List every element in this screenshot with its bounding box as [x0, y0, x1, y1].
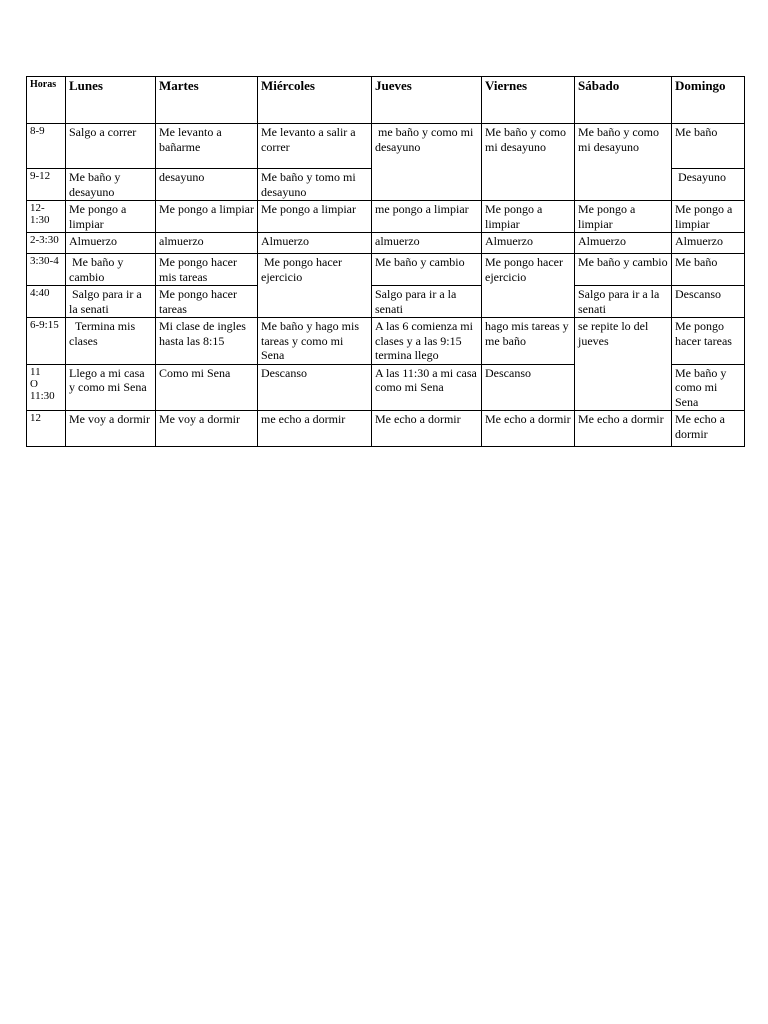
time-cell: 12	[27, 411, 66, 447]
table-row	[27, 286, 745, 318]
cell-viernes: Me baño y como mi desayuno	[482, 124, 575, 201]
cell-lunes: Termina mis clases	[66, 318, 156, 365]
header-row	[27, 77, 745, 124]
cell-lunes: Me voy a dormir	[66, 411, 156, 447]
cell-domingo: Almuerzo	[672, 233, 745, 254]
cell-miercoles: Me baño y hago mis tareas y como mi Sena	[258, 318, 372, 365]
header-sabado: Sábado	[575, 77, 672, 124]
cell-miercoles: me echo a dormir	[258, 411, 372, 447]
time-cell: 4:40	[27, 286, 66, 318]
cell-martes: Como mi Sena	[156, 364, 258, 411]
table-row	[27, 233, 745, 254]
time-cell: 8-9	[27, 124, 66, 169]
cell-miercoles: Me baño y tomo mi desayuno	[258, 169, 372, 201]
cell-miercoles: Me pongo a limpiar	[258, 201, 372, 233]
cell-sabado: Me baño y cambio	[575, 254, 672, 286]
cell-jueves: A las 6 comienza mi clases y a las 9:15 termina llego	[372, 318, 482, 365]
time-cell: 2-3:30	[27, 233, 66, 254]
cell-domingo: Me pongo hacer tareas	[672, 318, 745, 365]
cell-sabado: Salgo para ir a la senati	[575, 286, 672, 318]
cell-lunes: Almuerzo	[66, 233, 156, 254]
cell-sabado: Me echo a dormir	[575, 411, 672, 447]
cell-lunes: Salgo para ir a la senati	[66, 286, 156, 318]
time-cell: 12-1:30	[27, 201, 66, 233]
cell-domingo: Me baño y como mi Sena	[672, 364, 745, 411]
cell-miercoles: Descanso	[258, 364, 372, 411]
time-cell: 11 O 11:30	[27, 364, 66, 411]
time-cell: 6-9:15	[27, 318, 66, 365]
cell-martes: Me levanto a bañarme	[156, 124, 258, 169]
cell-sabado: Almuerzo	[575, 233, 672, 254]
header-viernes: Viernes	[482, 77, 575, 124]
cell-jueves: me baño y como mi desayuno	[372, 124, 482, 201]
cell-martes: Mi clase de ingles hasta las 8:15	[156, 318, 258, 365]
header-domingo: Domingo	[672, 77, 745, 124]
cell-domingo: Descanso	[672, 286, 745, 318]
cell-sabado: Me pongo a limpiar	[575, 201, 672, 233]
header-martes: Martes	[156, 77, 258, 124]
cell-miercoles: Me levanto a salir a correr	[258, 124, 372, 169]
cell-miercoles: Almuerzo	[258, 233, 372, 254]
cell-viernes: Me echo a dormir	[482, 411, 575, 447]
cell-martes: Me voy a dormir	[156, 411, 258, 447]
cell-sabado: Me baño y como mi desayuno	[575, 124, 672, 201]
cell-lunes: Me baño y desayuno	[66, 169, 156, 201]
cell-lunes: Me baño y cambio	[66, 254, 156, 286]
cell-domingo: Me baño	[672, 124, 745, 169]
header-hours: Horas	[27, 77, 66, 124]
time-cell: 9-12	[27, 169, 66, 201]
cell-viernes: Me pongo a limpiar	[482, 201, 575, 233]
cell-jueves: Salgo para ir a la senati	[372, 286, 482, 318]
cell-jueves: Me baño y cambio	[372, 254, 482, 286]
cell-domingo: Me echo a dormir	[672, 411, 745, 447]
cell-viernes: hago mis tareas y me baño	[482, 318, 575, 365]
table-row	[27, 318, 745, 365]
table-row	[27, 411, 745, 447]
cell-miercoles: Me pongo hacer ejercicio	[258, 254, 372, 318]
header-jueves: Jueves	[372, 77, 482, 124]
cell-viernes: Descanso	[482, 364, 575, 411]
cell-domingo: Me baño	[672, 254, 745, 286]
cell-domingo: Desayuno	[672, 169, 745, 201]
cell-martes: almuerzo	[156, 233, 258, 254]
cell-lunes: Llego a mi casa y como mi Sena	[66, 364, 156, 411]
header-lunes: Lunes	[66, 77, 156, 124]
cell-jueves: almuerzo	[372, 233, 482, 254]
cell-martes: desayuno	[156, 169, 258, 201]
cell-jueves: me pongo a limpiar	[372, 201, 482, 233]
cell-sabado: se repite lo del jueves	[575, 318, 672, 411]
cell-martes: Me pongo hacer tareas	[156, 286, 258, 318]
cell-jueves: Me echo a dormir	[372, 411, 482, 447]
cell-martes: Me pongo a limpiar	[156, 201, 258, 233]
cell-viernes: Almuerzo	[482, 233, 575, 254]
cell-martes: Me pongo hacer mis tareas	[156, 254, 258, 286]
cell-jueves: A las 11:30 a mi casa como mi Sena	[372, 364, 482, 411]
header-miercoles: Miércoles	[258, 77, 372, 124]
cell-viernes: Me pongo hacer ejercicio	[482, 254, 575, 318]
cell-domingo: Me pongo a limpiar	[672, 201, 745, 233]
table-row	[27, 201, 745, 233]
cell-lunes: Me pongo a limpiar	[66, 201, 156, 233]
weekly-schedule-table	[26, 76, 745, 447]
table-row	[27, 254, 745, 286]
time-cell: 3:30-4	[27, 254, 66, 286]
cell-lunes: Salgo a correr	[66, 124, 156, 169]
table-row	[27, 124, 745, 169]
